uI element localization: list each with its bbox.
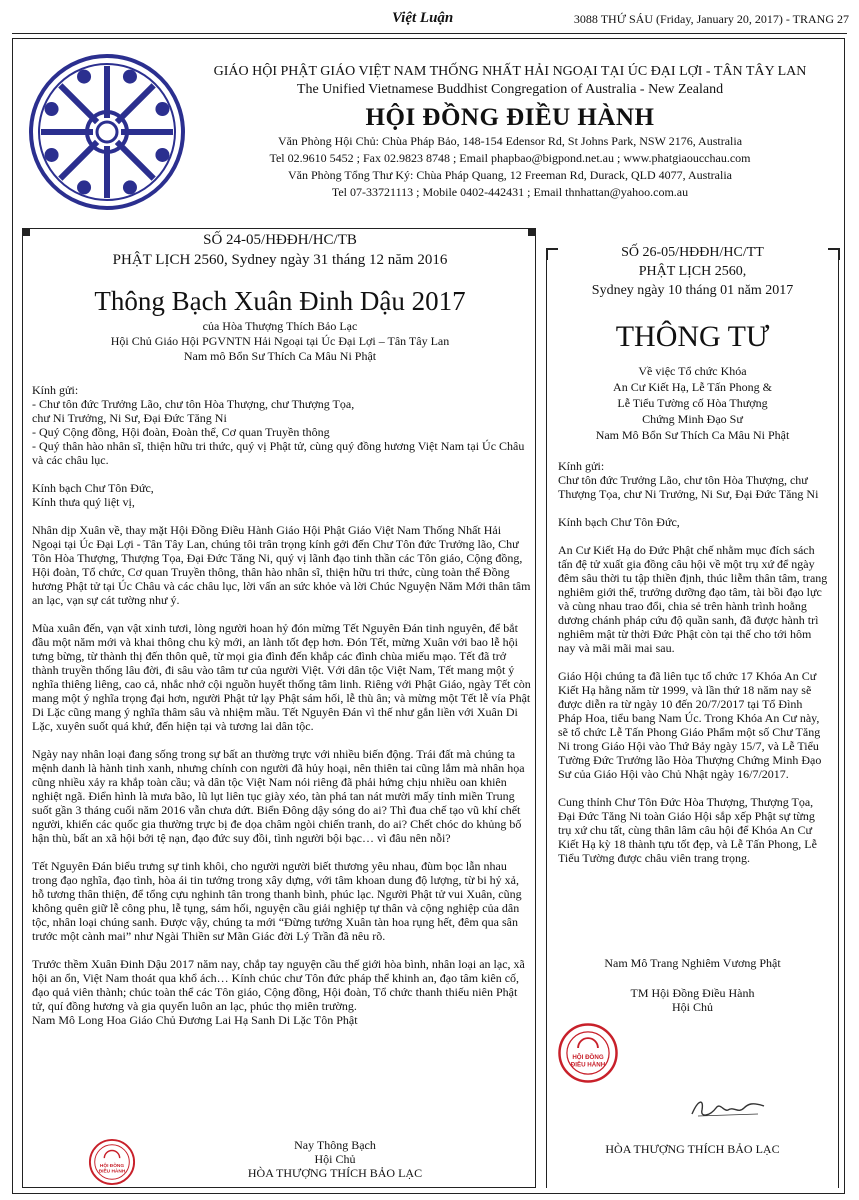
box-corner [528, 228, 536, 236]
paragraph: Ngày nay nhân loại đang sống trong sự bất an thường trực với nhiều biến động. Trái đất mà chúng ta mệnh danh là hành tinh xanh, nhưng chính con người đã hủy hoại, nên thiên tai cũng lắm mà nhân họa cũng nhiều xảy ra khắp toàn cầu; và dân tộc Việt Nam nói riêng đã phải hứng chịu nhiều oan khiên nghiệt ngã. Điển hình là mưa bão, lũ lụt liên tục giày xéo, tàn phá tan nát mười mấy tỉnh miền Trung suốt gần 3 tháng cuối năm 2016 vẫn chưa dứt. Biển Đông dậy sóng do ai? Thì đua chế tạo vũ khí chết người, khiến các quốc gia thường trực bị đe dọa châm ngòi chiến tranh, do ai? Chết chóc do khủng bố hận thù, bất an xã hội bởi tệ nạn, đạo đức suy đồi, tình người bội bạc… vì đâu nên nỗi? [32, 747, 525, 845]
recipient-line: chư Ni Trưởng, Ni Sư, Đại Đức Tăng Ni [32, 411, 227, 425]
paper-name: Việt Luận [392, 10, 454, 26]
seal-text: HỘI ĐỒNG [572, 1054, 604, 1062]
announcement-signature [190, 1138, 480, 1180]
sign-line: TM Hội Đồng Điều Hành [630, 986, 755, 1000]
greeting: Kính thưa quý liệt vị, [32, 495, 135, 509]
paragraph: Mùa xuân đến, vạn vật xinh tươi, lòng người hoan hỷ đón mừng Tết Nguyên Đán tinh nguyên, để bắt đầu một năm mới và khai thông chu kỳ mới, an lành tốt đẹp hơn. Đón Tết, mừng Xuân với bao lễ hội tưng bừng, từ thành thị đến thôn quê, từ mọi gia đình đến khắp các đình chùa miếu mạo. Tết đã trở thành truyền thống lâu đời, đi sâu vào tâm tư của người Việt. Với dân tộc Việt Nam, Tết mang một ý nghĩa thiêng liêng, cao cả, nhắc nhở cội nguồn huyết thống tâm linh. Riêng với Phật Giáo, ngày Tết còn mang một ý nghĩa trọng đại hơn, người Phật tử lạy Phật sám hối, lễ thù ân; và mừng một Tết lễ vía Phật Di Lặc cũng mang ý nghĩa thâm sâu và nhiệm mầu. Tết Nguyên Đán vì thế như gắn liền với Xuân Di Lặc, xuyên suốt quá khứ, đến hiện tại và tương lai dân tộc. [32, 621, 531, 733]
wheel-spoke [60, 85, 97, 122]
salutation: Kính gửi: [558, 459, 605, 473]
circular-title: THÔNG TƯ [615, 320, 770, 353]
dharma-wheel-logo [27, 52, 187, 212]
announcement-author-role: Hội Chủ Giáo Hội PGVNTN Hải Ngoại tại Úc Đại Lợi – Tân Tây Lan [110, 334, 450, 348]
announcement-invocation: Nam mô Bổn Sư Thích Ca Mâu Ni Phật [183, 349, 377, 363]
closing-invocation: Nam Mô Long Hoa Giáo Chủ Đương Lai Hạ Sanh Di Lặc Tôn Phật [32, 1013, 358, 1027]
office-address-2: Văn Phòng Tổng Thư Ký: Chùa Pháp Quang, 12 Freeman Rd, Durack, QLD 4077, Australia [287, 168, 732, 182]
organization-header [196, 64, 824, 200]
seal-text: HỘI ĐỒNG [99, 1163, 125, 1169]
box-corner [22, 228, 30, 236]
council-seal [88, 1138, 136, 1186]
closing-invocation: Nam Mô Trang Nghiêm Vương Phật [604, 956, 781, 970]
circular-subject: An Cư Kiết Hạ, Lễ Tấn Phong & [613, 380, 772, 394]
recipient-line: Chư tôn đức Trưởng Lão, chư tôn Hòa Thượng, chư Thượng Tọa, chư Ni Trưởng, Ni Sư, Đại Đức Tăng Ni [558, 473, 819, 501]
bracket-line [546, 248, 547, 1188]
circular-subject: Chứng Minh Đạo Sư [642, 412, 743, 426]
wheel-petal [155, 102, 169, 116]
header-rule [12, 33, 847, 34]
announcement-ref: SỐ 24-05/HĐĐH/HC/TB [203, 232, 357, 248]
paragraph: Tết Nguyên Đán biểu trưng sự tinh khôi, cho người người biết thương yêu nhau, đùm bọc lẫn nhau trong đạo nghĩa, đạo tình, hòa ái tin tưởng trong xây dựng, với tâm khoan dung độ lượng, từ bi hỷ xả, hỗ tương thân thiện, để tổng cựu nghinh tân trong thanh bình, phúc lạc. Người Phật tử vui Xuân, cũng không quên giữ lễ công phu, lễ tụng, sám hối, nguyện cầu giải nghiệp tự thân và cộng nghiệp của dân tộc, nhân loại chúng sanh. Được vậy, chúng ta mới “Đừng tưởng Xuân tàn hoa rụng hết, đêm qua sân trước một cành mai” như Ngài Thiền sư Mãn Giác đời Lý Trần đã nêu rõ. [32, 859, 522, 943]
circular-invocation: Nam Mô Bổn Sư Thích Ca Mâu Ni Phật [595, 428, 790, 442]
wheel-petal [123, 180, 137, 194]
org-name-vi: GIÁO HỘI PHẬT GIÁO VIỆT NAM THỐNG NHẤT HẢI NGOẠI TẠI ÚC ĐẠI LỢI - TÂN TÂY LAN [213, 64, 807, 79]
wheel-petal [45, 148, 59, 162]
org-council-title: HỘI ĐỒNG ĐIỀU HÀNH [365, 104, 655, 131]
circular-era: PHẬT LỊCH 2560, [638, 264, 747, 279]
wheel-spoke [117, 142, 154, 179]
seal-text: ĐIỀU HÀNH [98, 1169, 126, 1175]
running-header [0, 0, 859, 34]
org-name-en: The Unified Vietnamese Buddhist Congregation of Australia - New Zealand [296, 82, 724, 97]
wheel-petal [77, 70, 91, 84]
wheel-petal [45, 102, 59, 116]
office-address-1: Văn Phòng Hội Chủ: Chùa Pháp Bảo, 148-154 Edensor Rd, St Johns Park, NSW 2176, Australia [277, 134, 743, 148]
wheel-spoke [60, 142, 97, 179]
handwritten-signature [688, 1092, 768, 1124]
announcement-body [32, 383, 532, 1027]
office-contact-1: Tel 02.9610 5452 ; Fax 02.9823 8748 ; Email phapbao@bigpond.net.au ; www.phatgiaoucchau.com [269, 151, 751, 165]
circular-date: Sydney ngày 10 tháng 01 năm 2017 [591, 283, 794, 298]
salutation: Kính gửi: [32, 383, 79, 397]
signer-name: HÒA THƯỢNG THÍCH BẢO LẠC [605, 1142, 780, 1156]
bracket-line [838, 248, 839, 1188]
issue-line: 3088 THỨ SÁU (Friday, January 20, 2017) - TRANG 27 [573, 12, 849, 26]
sign-line: Hội Chủ [314, 1152, 356, 1166]
paragraph: Nhân dịp Xuân về, thay mặt Hội Đồng Điều Hành Giáo Hội Phật Giáo Việt Nam Thống Nhất Hải Ngoại tại Úc Đại Lợi - Tân Tây Lan, chúng tôi trân trọng kính gởi đến Chư Tôn đức Trưởng lão, Chư Tôn Hòa Thượng, Thượng Tọa, Đại Đức Tăng Ni, quý vị lãnh đạo tinh thần các Tôn giáo, Cộng đồng, Hội đoàn, Tổ chức, Cơ quan Truyền thông, thân hào nhân sĩ, thiện hữu tri thức, cùng toàn thể Đồng hương Phật tử tại Úc Châu và các châu lục, lời vấn an sức khỏe và lời Chúc Nguyện Năm Mới thân tâm an lạc, vạn sự cát tường như ý. [32, 523, 531, 607]
office-contact-2: Tel 07-33721113 ; Mobile 0402-442431 ; Email thnhattan@yahoo.com.au [331, 185, 689, 199]
recipient-line: - Quý Cộng đồng, Hội đoàn, Đoàn thể, Cơ quan Truyền thông [32, 425, 330, 439]
paragraph: Trước thềm Xuân Đinh Dậu 2017 năm nay, chắp tay nguyện cầu thế giới hòa bình, nhân loại an lạc, xã hội an ổn, Việt Nam thoát qua khổ ách… Kính chúc chư Tôn đức pháp thể khinh an, đạo tâm kiên cố, đạo quả viên thành; chúc toàn thể các Tôn giáo, Cộng đồng, Hội đoàn, Tổ chức thanh thiếu niên Phật tử, quí đồng hương và gia quyến luôn an lạc, phúc thọ miên trường. [32, 957, 525, 1013]
paragraph: Cung thỉnh Chư Tôn Đức Hòa Thượng, Thượng Tọa, Đại Đức Tăng Ni toàn Giáo Hội sắp xếp Phật sự từng trụ xứ chu tất, cùng thân lâm câu hội để Khóa An Cư Kiết Hạ kỳ 18 thành tựu tốt đẹp, và Lễ Tấn Phong, Lễ Tiểu Tường được châu viên trang trọng. [558, 795, 817, 865]
sign-line: Nay Thông Bạch [294, 1138, 376, 1152]
recipient-line: - Quý thân hào nhân sĩ, thiện hữu tri thức, quý vị Phật tử, cùng quý đồng hương Việt Nam tại Úc Châu và các châu lục. [32, 439, 525, 467]
paragraph: Giáo Hội chúng ta đã liên tục tổ chức 17 Khóa An Cư Kiết Hạ hằng năm từ 1999, và lần thứ 18 năm nay sẽ được diễn ra từ ngày 10 đến 20/7/2017 tại Tổ Đình Pháp Hoa, tiểu bang Nam Úc. Trong Khóa An Cư này, sẽ tổ chức Lễ Tấn Phong Giáo Phẩm một số Chư Tăng Ni trong Giáo Hội vào Thứ Bảy ngày 15/7, và Lễ Tiểu Tường Đức Trưởng lão Hòa Thượng Chứng Minh Đạo Sư của Giáo Hội vào Chủ Nhật ngày 16/7/2017. [558, 669, 822, 781]
circular-body [558, 459, 828, 879]
announcement-title: Thông Bạch Xuân Đinh Dậu 2017 [94, 286, 466, 316]
wheel-petal [77, 180, 91, 194]
paragraph: An Cư Kiết Hạ do Đức Phật chế nhằm mục đích sách tấn đệ tử xuất gia đồng câu hội về một trụ xứ để ngày đêm sâu thời tu tập thiền định, thúc liễm thân tâm, trang nghiêm giới thể, trưởng dưỡng đạo tâm, tài bồi đạo lực và cùng nhau trao đổi, chia sẻ trên hành trình hoằng dương chánh pháp cứu độ quần sanh, đã được hành trì nghiêm mật từ thời Đức Phật còn tại thế cho tới hôm nay và mãi mãi mai sau. [558, 543, 828, 655]
signer-name: HÒA THƯỢNG THÍCH BẢO LẠC [247, 1166, 423, 1180]
circular-subject: Về việc Tổ chức Khóa [638, 364, 747, 378]
announcement-author: của Hòa Thượng Thích Bảo Lạc [202, 319, 358, 333]
wheel-spoke [117, 85, 154, 122]
circular-subject: Lễ Tiểu Tường cố Hòa Thượng [617, 396, 768, 410]
council-seal [557, 1022, 619, 1084]
seal-text: ĐIỀU HÀNH [570, 1061, 606, 1069]
recipient-line: - Chư tôn đức Trưởng Lão, chư tôn Hòa Thượng, chư Thượng Tọa, [32, 397, 355, 411]
sign-line: Hội Chủ [671, 1000, 713, 1014]
circular-ref: SỐ 26-05/HĐĐH/HC/TT [621, 245, 764, 260]
wheel-petal [155, 148, 169, 162]
greeting: Kính bạch Chư Tôn Đức, [558, 515, 680, 529]
wheel-petal [123, 70, 137, 84]
greeting: Kính bạch Chư Tôn Đức, [32, 481, 154, 495]
announcement-date: PHẬT LỊCH 2560, Sydney ngày 31 tháng 12 năm 2016 [112, 252, 448, 268]
